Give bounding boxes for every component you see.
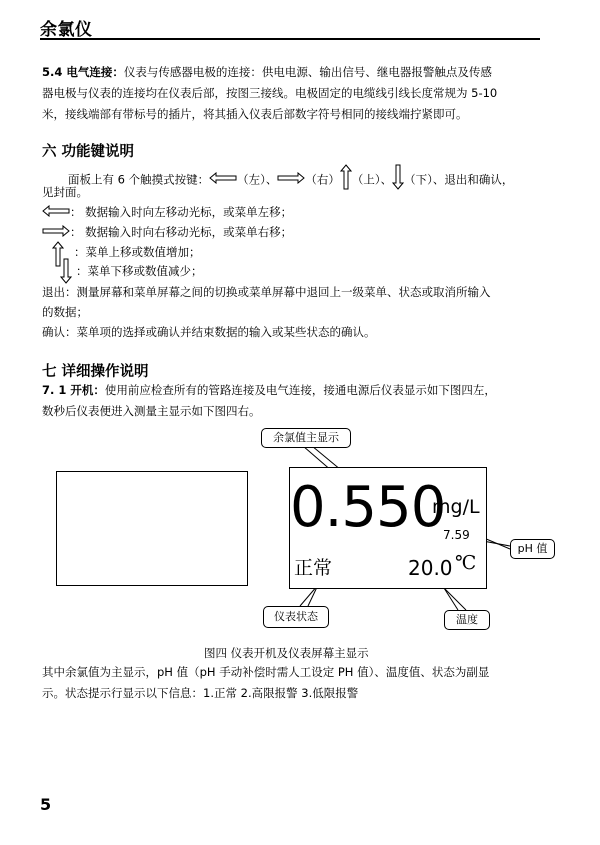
up-label: （上）、 bbox=[351, 172, 393, 187]
sec54-line-2: 器电极与仪表的连接均在仪表后部，按图三接线。电极固定的电缆线引线长度常规为 5-10 bbox=[42, 86, 498, 100]
sec6-intro-prefix: 面板上有 6 个触摸式按键： bbox=[68, 172, 210, 187]
sec54-line-3: 米，接线端部有带标号的插片，将其插入仪表后部数字符号相同的接线端拧紧即可。 bbox=[42, 107, 468, 121]
section-7-heading: 七 详细操作说明 bbox=[42, 364, 149, 380]
down-key-desc: ：菜单下移或数值减少； bbox=[76, 264, 203, 278]
page-number: 5 bbox=[40, 795, 52, 814]
temperature-unit: ℃ bbox=[455, 552, 477, 574]
sec54-label: 5.4 电气连接： bbox=[42, 65, 124, 79]
startup-screen bbox=[56, 471, 248, 586]
main-screen bbox=[289, 467, 487, 589]
closing-paragraph bbox=[42, 662, 540, 704]
right-key-desc-text: ： 数据输入时向右移动光标，或菜单右移； bbox=[70, 225, 293, 239]
sec7-sub-label: 7. 1 开机： bbox=[42, 383, 105, 397]
status-text: 正常 bbox=[294, 557, 333, 579]
sec7-text-1: 使用前应检查所有的管路连接及电气连接，接通电源后仪表显示如下图四左， bbox=[104, 383, 496, 397]
temperature-value: 20.0 bbox=[408, 556, 453, 580]
confirm-desc: 确认：菜单项的选择或确认并结束数据的输入或某些状态的确认。 bbox=[42, 325, 376, 339]
callout-ph-value: pH 值 bbox=[510, 539, 555, 559]
up-key-desc: ：菜单上移或数值增加； bbox=[74, 245, 201, 259]
main-value: 0.550 bbox=[290, 475, 446, 540]
section-6-heading: 六 功能键说明 bbox=[42, 144, 135, 160]
left-label: （左）、 bbox=[237, 172, 278, 187]
ph-value: 7.59 bbox=[443, 528, 470, 542]
callout-main-display: 余氯值主显示 bbox=[261, 428, 351, 448]
exit-desc-line-2: 的数据； bbox=[42, 305, 88, 319]
closing-line-2: 示。状态提示行显示以下信息：1.正常 2.高限报警 3.低限报警 bbox=[42, 686, 359, 700]
sec7-line-2: 数秒后仪表便进入测量主显示如下图四右。 bbox=[42, 404, 261, 418]
sec6-intro-line2: 见封面。 bbox=[42, 185, 88, 199]
left-key-desc-text: ： 数据输入时向左移动光标，或菜单左移； bbox=[70, 205, 293, 219]
exit-desc-line-1: 退出：测量屏幕和菜单屏幕之间的切换或菜单屏幕中退回上一级菜单、状态或取消所输入 bbox=[42, 285, 491, 299]
page-header-title: 余氯仪 bbox=[40, 20, 93, 40]
callout-status: 仪表状态 bbox=[263, 606, 329, 628]
callout-temperature: 温度 bbox=[444, 610, 490, 630]
closing-line-1: 其中余氯值为主显示，pH 值（pH 手动补偿时需人工设定 PH 值）、温度值、状态为副显 bbox=[42, 665, 490, 679]
right-label: （右） bbox=[305, 172, 340, 187]
down-label: （下）、退出和确认， bbox=[404, 172, 514, 187]
unit-label: mg/L bbox=[432, 496, 480, 518]
sec54-text-1: 仪表与传感器电极的连接：供电电源、输出信号、继电器报警触点及传感 bbox=[123, 65, 492, 79]
figure-caption: 图四 仪表开机及仪表屏幕主显示 bbox=[204, 646, 369, 660]
